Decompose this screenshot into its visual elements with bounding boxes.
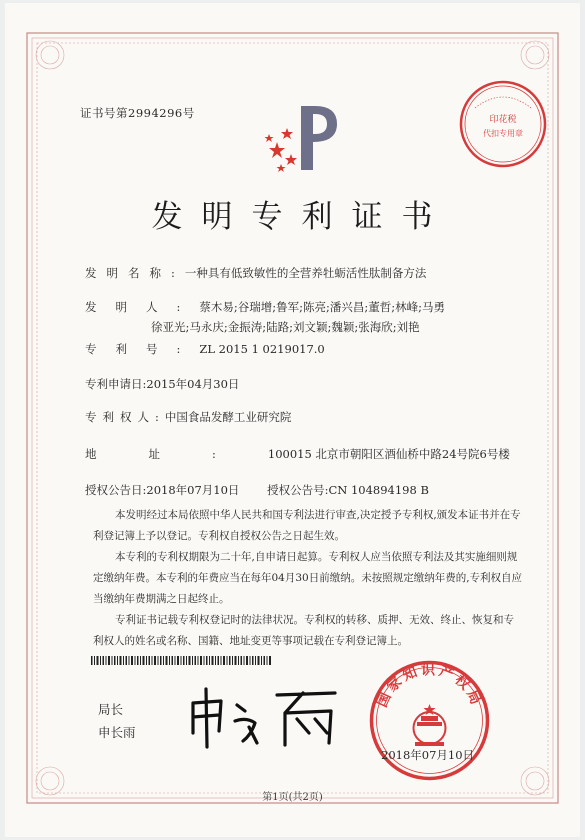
body-paragraph-2: 本专利的专利权期限为二十年,自申请日起算。专利权人应当依照专利法及其实施细则规定缴纳年费。本专利的年费应当在每年04月30日前缴纳。未按照规定缴纳年费的,专利权自应当缴纳年费期满之日起终止。 xyxy=(93,551,523,605)
inventors-line-2: 徐亚光;马永庆;金振涛;陆路;刘文颖;魏颖;张海欣;刘艳 xyxy=(151,320,420,334)
address-row xyxy=(85,446,510,462)
grant-date-value: 2018年07月10日 xyxy=(146,483,240,497)
patent-no-label: 专利号: xyxy=(85,342,200,356)
director-signature xyxy=(185,683,355,753)
svg-text:印花税: 印花税 xyxy=(489,115,517,125)
invention-name-value: 一种具有低致敏性的全营养牡蛎活性肽制备方法 xyxy=(184,266,427,280)
inventors-label: 发明人: xyxy=(85,300,200,314)
patent-no-value: ZL 2015 1 0219017.0 xyxy=(199,342,325,356)
patentee-label: 专利权人: xyxy=(85,410,165,424)
body-paragraph-3: 专利证书记载专利权登记时的法律状况。专利权的转移、质押、无效、终止、恢复和专利权人的姓名或名称、国籍、地址变更等事项记载在专利登记簿上。 xyxy=(93,614,514,647)
invention-name-label: 发明名称: xyxy=(85,266,185,280)
seal-text: 国家知识产权局 xyxy=(374,662,485,710)
svg-text:国家知识产权局 xyxy=(373,661,484,709)
inventors-row xyxy=(85,299,445,315)
grant-no-value: CN 104894198 B xyxy=(328,483,429,497)
filing-date-label: 专利申请日: xyxy=(85,377,147,391)
patent-no-row xyxy=(85,341,325,357)
cnipa-logo xyxy=(255,98,355,178)
body-paragraph-1: 本发明经过本局依照中华人民共和国专利法进行审查,决定授予专利权,颁发本证书并在专利登记簿上予以登记。专利权自授权公告之日起生效。 xyxy=(93,509,521,542)
certificate-body xyxy=(93,505,523,652)
address-value: 100015 北京市朝阳区酒仙桥中路24号院6号楼 xyxy=(267,447,510,461)
inventors-line-1: 蔡木易;谷瑞增;鲁军;陈亮;潘兴昌;董哲;林峰;马勇 xyxy=(199,300,445,314)
certificate-number: 证书号第2994296号 xyxy=(80,106,195,120)
patentee-value: 中国食品发酵工业研究院 xyxy=(164,410,292,424)
inventors-row-2 xyxy=(151,319,420,335)
official-seal xyxy=(367,658,492,783)
director-name: 申长雨 xyxy=(98,725,136,740)
certificate-page xyxy=(5,3,580,837)
director-title: 局长 xyxy=(98,702,124,717)
svg-text:代扣专用章: 代扣专用章 xyxy=(483,129,523,138)
seal-date: 2018年07月10日 xyxy=(381,748,475,762)
barcode xyxy=(91,656,271,665)
grant-no-label: 授权公告号: xyxy=(267,483,329,497)
patentee-row xyxy=(85,409,291,425)
filing-date-value: 2015年04月30日 xyxy=(146,377,240,391)
invention-name-row xyxy=(85,265,426,281)
address-label: 地址: xyxy=(85,447,268,461)
page-footer: 第1页(共2页) xyxy=(262,792,323,803)
filing-date-row xyxy=(85,376,239,392)
certificate-title: 发明专利证书 xyxy=(151,199,452,235)
grant-row xyxy=(85,482,429,498)
grant-date-label: 授权公告日: xyxy=(85,483,147,497)
tax-stamp xyxy=(457,78,549,170)
